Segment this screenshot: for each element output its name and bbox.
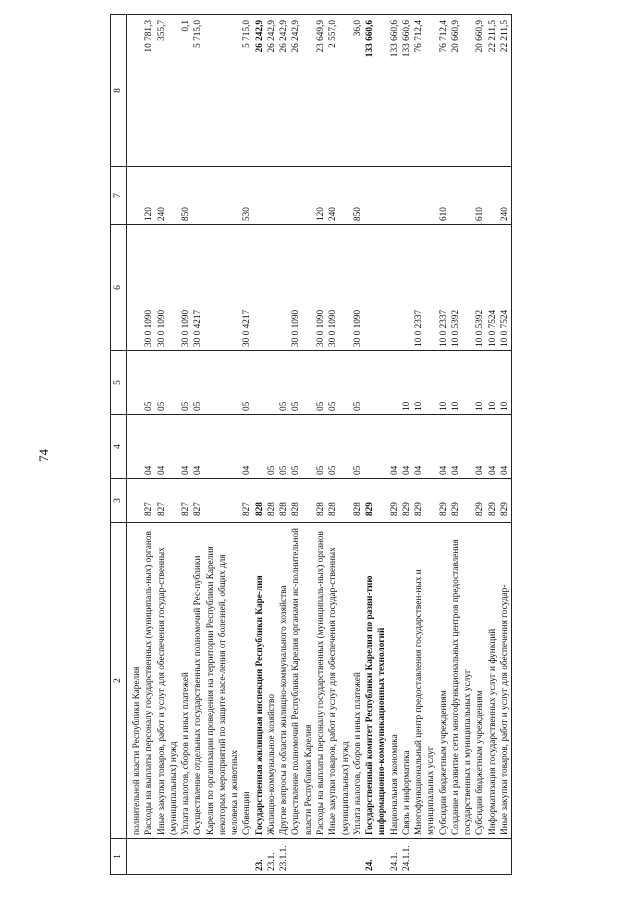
row-target-article: 30 0 1090 [315, 225, 327, 351]
row-expense-type [254, 167, 266, 225]
row-expense-type: 850 [180, 167, 192, 225]
row-name: Осуществление полномочий Республики Карелия органами ис-полнительной власти Республики Карелия [290, 523, 315, 839]
row-amount: 26 242,9 [278, 15, 290, 167]
row-expense-type: 610 [438, 167, 450, 225]
row-number [241, 839, 253, 875]
row-subsection: 05 [290, 351, 315, 415]
row-expense-type [127, 167, 144, 225]
row-section: 04 [192, 415, 241, 479]
row-subsection [266, 351, 278, 415]
row-number [499, 839, 512, 875]
row-name: Жилищно-коммунальное хозяйство [266, 523, 278, 839]
row-amount: 22 211,5 [487, 15, 499, 167]
table-row [401, 15, 413, 875]
row-ministry-code: 829 [499, 479, 512, 523]
row-subsection: 05 [278, 351, 290, 415]
row-ministry-code: 827 [143, 479, 155, 523]
table-row [192, 15, 241, 875]
row-number: 24.1.1. [401, 839, 413, 875]
row-name: Иные закупки товаров, работ и услуг для обеспечения государ-ственных (муниципальных) нужд [327, 523, 352, 839]
row-number [327, 839, 352, 875]
table-row [450, 15, 475, 875]
table-row [327, 15, 352, 875]
table-row [254, 15, 266, 875]
row-name: Расходы на выплаты персоналу государственных (муниципаль-ных) органов [315, 523, 327, 839]
row-ministry-code: 828 [290, 479, 315, 523]
table-row [143, 15, 155, 875]
row-section: 05 [315, 415, 327, 479]
row-expense-type [290, 167, 315, 225]
row-number [180, 839, 192, 875]
row-section [364, 415, 389, 479]
row-amount: 20 660,9 [474, 15, 486, 167]
table-row [352, 15, 364, 875]
row-name: Иные закупки товаров, работ и услуг для обеспечения государ- [499, 523, 512, 839]
row-ministry-code: 829 [438, 479, 450, 523]
row-section: 04 [487, 415, 499, 479]
page-number: 74 [36, 449, 51, 462]
row-amount: 23 649,9 [315, 15, 327, 167]
row-ministry-code: 829 [487, 479, 499, 523]
row-section: 05 [266, 415, 278, 479]
row-target-article: 30 0 1090 [143, 225, 155, 351]
row-amount: 22 211,5 [499, 15, 512, 167]
row-number [413, 839, 438, 875]
row-target-article [127, 225, 144, 351]
row-target-article: 30 0 4217 [192, 225, 241, 351]
row-ministry-code: 829 [474, 479, 486, 523]
row-subsection: 10 [413, 351, 438, 415]
row-subsection: 10 [450, 351, 475, 415]
row-target-article: 30 0 1090 [290, 225, 315, 351]
table-row [241, 15, 253, 875]
row-subsection [364, 351, 389, 415]
row-number: 23.1.1. [278, 839, 290, 875]
row-name: Информатизация государственных услуг и функций [487, 523, 499, 839]
row-section: 04 [389, 415, 401, 479]
row-name: Субвенции [241, 523, 253, 839]
table-row [127, 15, 144, 875]
row-amount: 76 712,4 [438, 15, 450, 167]
row-number: 24.1. [389, 839, 401, 875]
row-target-article [401, 225, 413, 351]
table-row [266, 15, 278, 875]
row-section: 04 [499, 415, 512, 479]
row-amount: 76 712,4 [413, 15, 438, 167]
row-number [352, 839, 364, 875]
row-name: Национальная экономика [389, 523, 401, 839]
row-expense-type [401, 167, 413, 225]
row-amount: 26 242,9 [290, 15, 315, 167]
row-target-article: 30 0 1090 [180, 225, 192, 351]
row-target-article [278, 225, 290, 351]
row-ministry-code: 827 [192, 479, 241, 523]
row-expense-type: 240 [499, 167, 512, 225]
table-row [438, 15, 450, 875]
row-name: Государственная жилищная инспекция Республики Каре-лия [254, 523, 266, 839]
row-subsection: 05 [327, 351, 352, 415]
row-ministry-code: 829 [401, 479, 413, 523]
row-subsection: 05 [241, 351, 253, 415]
row-name: Уплата налогов, сборов и иных платежей [180, 523, 192, 839]
row-ministry-code [127, 479, 144, 523]
row-target-article: 10 0 5392 [474, 225, 486, 351]
column-header: 8 [111, 15, 127, 167]
row-expense-type [364, 167, 389, 225]
row-ministry-code: 828 [352, 479, 364, 523]
table-row [290, 15, 315, 875]
row-subsection: 05 [156, 351, 181, 415]
row-target-article [389, 225, 401, 351]
row-name: полнительной власти Республики Карелия [127, 523, 144, 839]
row-target-article: 10 0 5392 [450, 225, 475, 351]
row-number: 23.1. [266, 839, 278, 875]
row-ministry-code: 828 [254, 479, 266, 523]
table-row [499, 15, 512, 875]
column-header: 7 [111, 167, 127, 225]
row-ministry-code: 829 [364, 479, 389, 523]
row-target-article: 10 0 2337 [438, 225, 450, 351]
row-amount: 10 781,3 [143, 15, 155, 167]
row-ministry-code: 828 [278, 479, 290, 523]
row-number: 23. [254, 839, 266, 875]
row-expense-type: 120 [315, 167, 327, 225]
row-amount: 5 715,0 [192, 15, 241, 167]
row-section: 05 [352, 415, 364, 479]
row-name: Иные закупки товаров, работ и услуг для обеспечения государ-ственных (муниципальных) нужд [156, 523, 181, 839]
row-ministry-code: 827 [180, 479, 192, 523]
row-number [474, 839, 486, 875]
table-row [413, 15, 438, 875]
row-name: Субсидии бюджетным учреждениям [474, 523, 486, 839]
row-section: 04 [143, 415, 155, 479]
row-subsection [389, 351, 401, 415]
row-target-article: 30 0 4217 [241, 225, 253, 351]
row-section: 04 [474, 415, 486, 479]
column-header: 3 [111, 479, 127, 523]
table-row [487, 15, 499, 875]
row-number [487, 839, 499, 875]
table-row [278, 15, 290, 875]
row-expense-type [450, 167, 475, 225]
row-number [290, 839, 315, 875]
row-ministry-code: 828 [315, 479, 327, 523]
column-header: 2 [111, 523, 127, 839]
row-target-article: 10 0 7524 [499, 225, 512, 351]
row-amount: 355,7 [156, 15, 181, 167]
row-ministry-code: 827 [156, 479, 181, 523]
row-ministry-code: 828 [327, 479, 352, 523]
table-body [127, 15, 512, 875]
row-name: Создание и развитие сети многофункциональных центров предоставления государственных и муниципальных услуг [450, 523, 475, 839]
row-subsection [127, 351, 144, 415]
row-expense-type [266, 167, 278, 225]
table-row [315, 15, 327, 875]
column-number-header [111, 15, 127, 875]
row-ministry-code: 829 [450, 479, 475, 523]
row-name: Связь и информатика [401, 523, 413, 839]
row-section [254, 415, 266, 479]
row-ministry-code: 829 [413, 479, 438, 523]
row-amount: 133 660,6 [364, 15, 389, 167]
column-header: 5 [111, 351, 127, 415]
row-section: 04 [401, 415, 413, 479]
row-target-article: 30 0 1090 [156, 225, 181, 351]
row-expense-type [487, 167, 499, 225]
column-header: 6 [111, 225, 127, 351]
row-expense-type: 610 [474, 167, 486, 225]
row-target-article: 10 0 7524 [487, 225, 499, 351]
row-expense-type [192, 167, 241, 225]
row-subsection: 10 [438, 351, 450, 415]
row-target-article: 30 0 1090 [327, 225, 352, 351]
table-row [156, 15, 181, 875]
row-expense-type: 240 [327, 167, 352, 225]
row-number [143, 839, 155, 875]
row-amount: 2 557,0 [327, 15, 352, 167]
row-section: 04 [156, 415, 181, 479]
row-subsection: 05 [192, 351, 241, 415]
row-section: 04 [438, 415, 450, 479]
table-row [180, 15, 192, 875]
row-amount [127, 15, 144, 167]
row-section: 04 [180, 415, 192, 479]
row-name: Другие вопросы в области жилищно-коммунального хозяйства [278, 523, 290, 839]
row-amount: 26 242,9 [254, 15, 266, 167]
row-target-article [254, 225, 266, 351]
row-expense-type: 530 [241, 167, 253, 225]
row-subsection: 10 [401, 351, 413, 415]
table-row [364, 15, 389, 875]
row-name: Государственный комитет Республики Карелия по разви-тию информационно-коммуникационных технологий [364, 523, 389, 839]
row-amount: 133 660,6 [401, 15, 413, 167]
column-header: 1 [111, 839, 127, 875]
row-amount: 36,0 [352, 15, 364, 167]
column-header: 4 [111, 415, 127, 479]
row-section: 05 [327, 415, 352, 479]
row-subsection: 10 [474, 351, 486, 415]
row-ministry-code: 827 [241, 479, 253, 523]
row-target-article [364, 225, 389, 351]
row-subsection: 10 [499, 351, 512, 415]
row-amount: 20 660,9 [450, 15, 475, 167]
row-expense-type: 240 [156, 167, 181, 225]
row-section: 04 [450, 415, 475, 479]
table-row [389, 15, 401, 875]
budget-table [110, 14, 512, 875]
budget-table-sheet [110, 15, 570, 875]
row-expense-type: 120 [143, 167, 155, 225]
row-number [450, 839, 475, 875]
row-number: 24. [364, 839, 389, 875]
row-expense-type [389, 167, 401, 225]
row-target-article [266, 225, 278, 351]
row-section: 04 [241, 415, 253, 479]
row-name: Уплата налогов, сборов и иных платежей [352, 523, 364, 839]
row-subsection: 10 [487, 351, 499, 415]
row-section: 05 [290, 415, 315, 479]
row-subsection: 05 [315, 351, 327, 415]
row-number [315, 839, 327, 875]
row-section: 04 [413, 415, 438, 479]
row-subsection [254, 351, 266, 415]
row-name: Субсидии бюджетным учреждениям [438, 523, 450, 839]
row-number [438, 839, 450, 875]
row-amount: 5 715,0 [241, 15, 253, 167]
table-row [474, 15, 486, 875]
row-name: Многофункциональный центр предоставления государствен-ных и муниципальных услуг [413, 523, 438, 839]
row-expense-type [413, 167, 438, 225]
row-name: Расходы на выплаты персоналу государственных (муниципаль-ных) органов [143, 523, 155, 839]
row-amount: 133 660,6 [389, 15, 401, 167]
row-subsection: 05 [143, 351, 155, 415]
row-amount: 26 242,9 [266, 15, 278, 167]
row-target-article: 10 0 2337 [413, 225, 438, 351]
row-amount: 0,1 [180, 15, 192, 167]
row-ministry-code: 829 [389, 479, 401, 523]
row-subsection: 05 [352, 351, 364, 415]
row-section [127, 415, 144, 479]
row-expense-type [278, 167, 290, 225]
row-expense-type: 850 [352, 167, 364, 225]
row-subsection: 05 [180, 351, 192, 415]
row-number [192, 839, 241, 875]
row-number [156, 839, 181, 875]
row-section: 05 [278, 415, 290, 479]
row-name: Осуществление отдельных государственных полномочий Рес-публики Карелия по организации проведения на территории Республики Карелия некоторых мероприятий по защите насе-ления от болезней, общих для человека и животных [192, 523, 241, 839]
row-number [127, 839, 144, 875]
row-target-article: 30 0 1090 [352, 225, 364, 351]
row-ministry-code: 828 [266, 479, 278, 523]
